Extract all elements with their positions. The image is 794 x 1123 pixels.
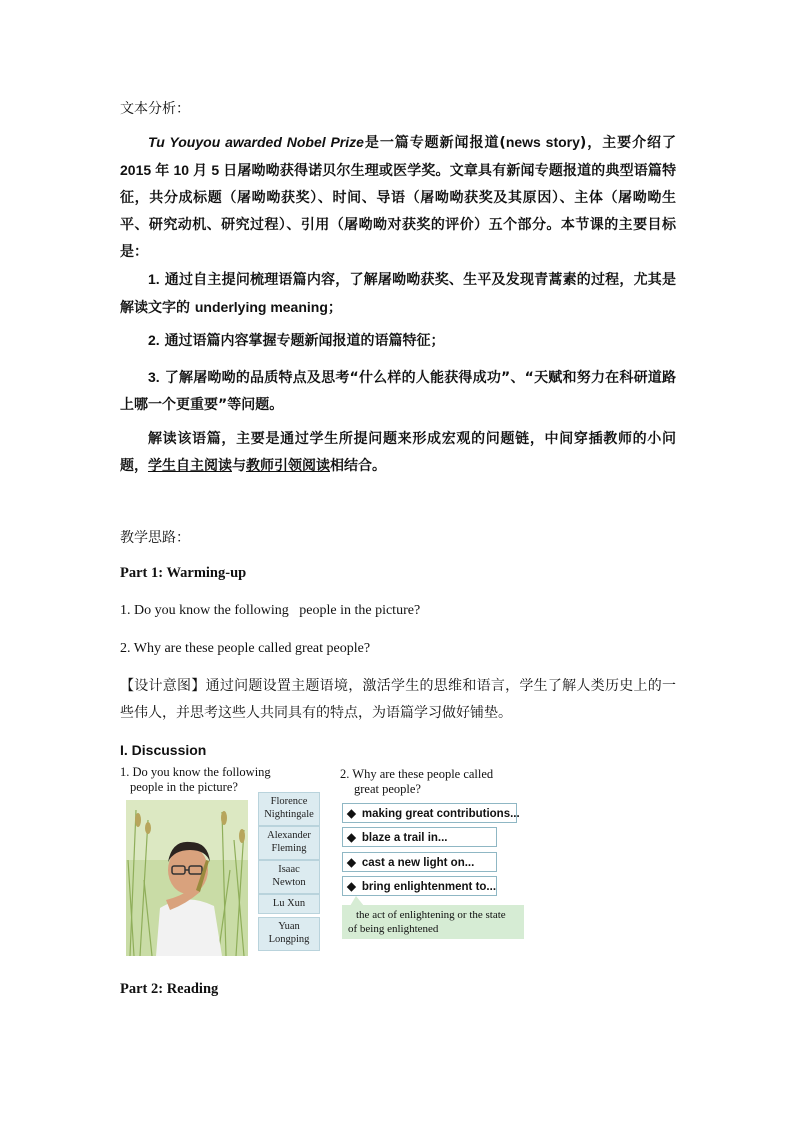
goal-2-text: 通过语篇内容掌握专题新闻报道的语篇特征；: [164, 333, 445, 349]
goal-3: [120, 364, 676, 419]
p1-text-b: )，主要介绍了: [579, 135, 676, 151]
goal-3-number: 3.: [148, 369, 160, 385]
p1-text-d: 月: [193, 163, 208, 179]
definition-box: [342, 905, 524, 939]
goal-1-number: 1.: [148, 271, 160, 287]
name-newton-first: Isaac: [278, 864, 300, 875]
name-newton-last: Newton: [272, 877, 306, 888]
p3-underline-1: 学生自主阅读: [148, 458, 232, 474]
phrase-box-contributions: [342, 803, 520, 823]
p3-text-a: 解读该语篇，主要是通过学生所提问题来形成宏观的问题链，中间穿插教师的小问题，: [120, 431, 676, 474]
name-box-lu-xun: [258, 894, 320, 914]
name-box-nightingale: [258, 792, 320, 826]
figure-question-1: [120, 765, 271, 795]
phrase-contributions: making great contributions...: [361, 808, 520, 820]
scientist-photo: [126, 800, 248, 956]
p1-term: news story: [505, 134, 580, 150]
phrase-box-enlightenment: [342, 876, 497, 896]
goal-1-term: underlying meaning: [194, 299, 328, 315]
diamond-bullet-icon: ◆: [347, 881, 356, 893]
analysis-paragraph-1: [120, 129, 676, 266]
figure-title: I. Discussion: [120, 742, 207, 758]
phrase-box-new-light: [342, 852, 497, 872]
name-fleming-first: Alexander: [267, 830, 311, 841]
warmup-question-1: 1. Do you know the following people in the picture?: [120, 603, 421, 618]
p1-text-e: 日屠呦呦获得诺贝尔生理或医学奖。文章具有新闻专题报道的典型语篇特征，共分成标题（屠呦呦获奖）、时间、导语（屠呦呦获奖及其原因）、主体（屠呦呦生平、研究动机、研究过程）、引用（屠呦呦对获奖的评价）五个部分。本节课的主要目标是：: [120, 163, 677, 260]
figure-question-2: [340, 767, 493, 797]
p1-year: 2015: [120, 162, 152, 178]
name-nightingale-last: Nightingale: [264, 809, 314, 820]
diamond-bullet-icon: ◆: [347, 857, 356, 869]
p3-text-b: 与: [232, 458, 246, 474]
name-yuan-last: Longping: [268, 934, 310, 945]
goal-1-end: ；: [327, 300, 342, 316]
name-box-yuan-longping: [258, 917, 320, 951]
text-analysis-heading: 文本分析：: [120, 101, 190, 117]
analysis-paragraph-3: [120, 426, 676, 480]
figure-question-2-line-1: 2. Why are these people called: [340, 767, 494, 781]
diamond-bullet-icon: ◆: [347, 832, 356, 844]
part-1-heading: Part 1: Warming-up: [120, 565, 247, 581]
figure-question-1-line-1: 1. Do you know the following: [120, 765, 271, 779]
name-fleming-last: Fleming: [271, 843, 307, 854]
goal-1-text: 通过自主提问梳理语篇内容，了解屠呦呦获奖、生平及发现青蒿素的过程，尤其是解读文字的: [120, 272, 677, 316]
phrase-enlightenment: bring enlightenment to...: [361, 881, 497, 893]
p1-text-c: 年: [155, 163, 170, 179]
p1-day: 5: [211, 162, 220, 178]
definition-line-2: of being enlightened: [348, 923, 439, 935]
p3-underline-2: 教师引领阅读: [246, 458, 330, 474]
goal-3-text: 了解屠呦呦的品质特点及思考“什么样的人能获得成功”、“天赋和努力在科研道路上哪一个更重要”等问题。: [120, 370, 676, 413]
p1-text-a: 是一篇专题新闻报道(: [363, 135, 506, 151]
article-title: Tu Youyou awarded Nobel Prize: [148, 134, 364, 150]
name-nightingale-first: Florence: [270, 796, 308, 807]
name-box-fleming: [258, 826, 320, 860]
warmup-question-2: 2. Why are these people called great people?: [120, 641, 371, 656]
goal-2: [120, 327, 676, 355]
goal-2-number: 2.: [148, 332, 160, 348]
diamond-bullet-icon: ◆: [347, 808, 356, 820]
teaching-heading: 教学思路：: [120, 530, 190, 546]
phrase-blaze-trail: blaze a trail in...: [361, 832, 448, 844]
design-intent: 【设计意图】通过问题设置主题语境，激活学生的思维和语言，学生了解人类历史上的一些伟人，并思考这些人共同具有的特点，为语篇学习做好铺垫。: [120, 678, 676, 721]
name-box-newton: [258, 860, 320, 894]
part-2-heading: Part 2: Reading: [120, 981, 219, 997]
figure-question-1-line-2: people in the picture?: [130, 780, 238, 794]
definition-line-1: the act of enlightening or the state: [356, 909, 506, 921]
phrase-new-light: cast a new light on...: [361, 857, 475, 869]
p1-month: 10: [173, 162, 190, 178]
figure-question-2-line-2: great people?: [354, 782, 421, 796]
name-yuan-first: Yuan: [278, 921, 300, 932]
goal-1: [120, 266, 676, 322]
name-lu-xun: Lu Xun: [272, 898, 306, 909]
p3-text-c: 相结合。: [330, 458, 386, 474]
phrase-box-blaze-trail: [342, 827, 497, 847]
discussion-figure: [120, 742, 540, 960]
